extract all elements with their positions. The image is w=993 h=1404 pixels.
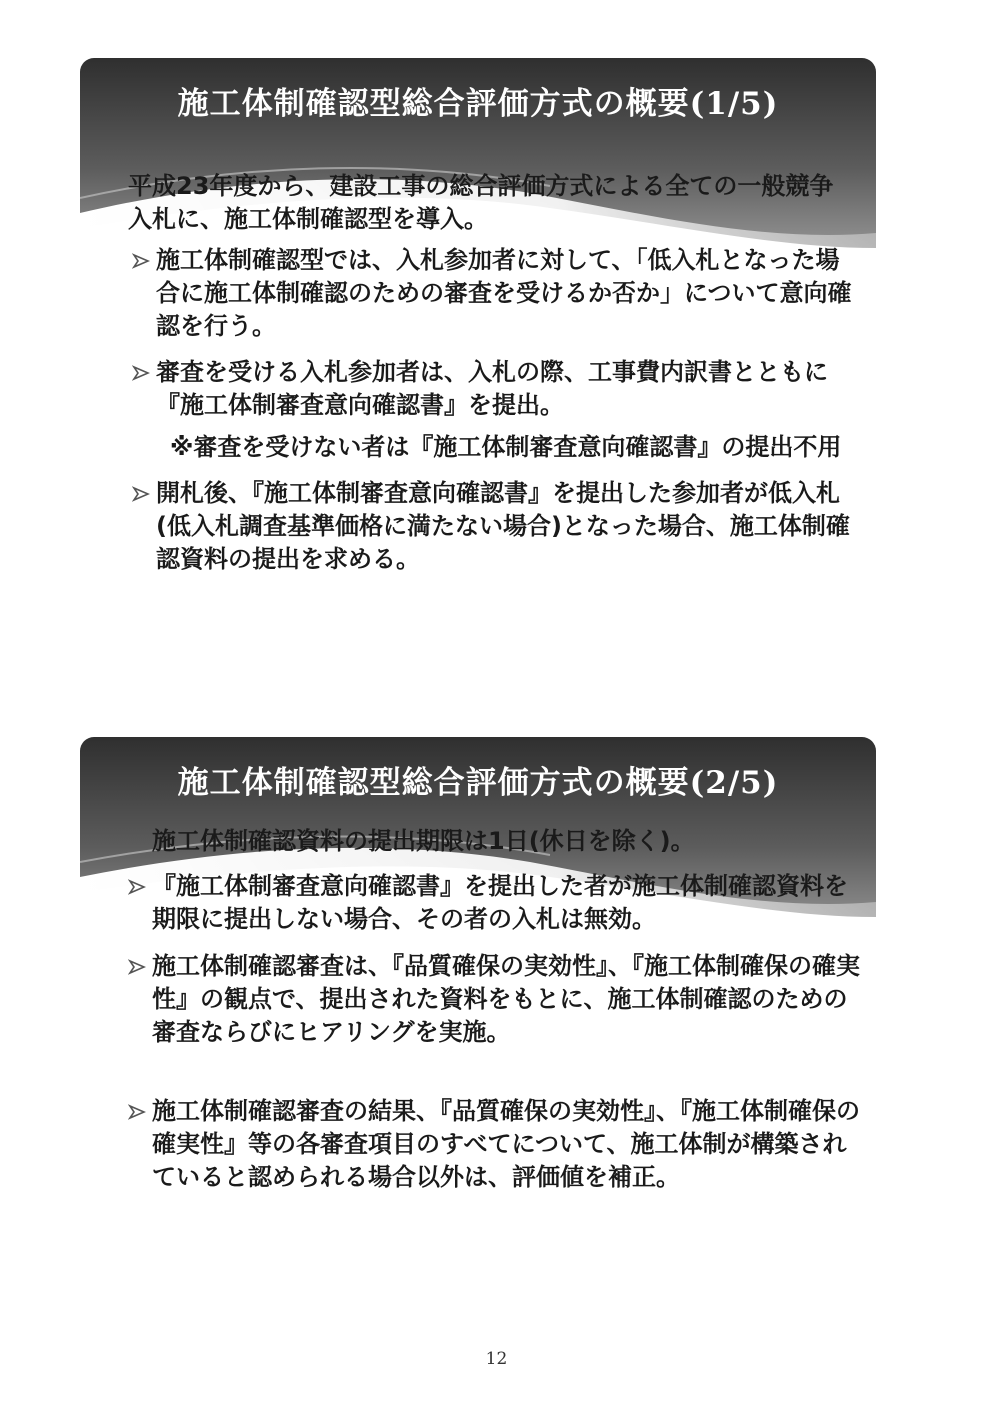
note-text: ※審査を受けない者は『施工体制審査意向確認書』の提出不用 xyxy=(170,433,842,461)
bullet-text: 施工体制確認審査の結果、『品質確保の実効性』、『施工体制確保の確実性』等の各審査項目のすべてについて、施工体制が構築されていると認められる場合以外は、評価値を補正。 xyxy=(152,1097,860,1191)
arrowhead-bullet-icon xyxy=(128,958,146,976)
slide-title: 施工体制確認型総合評価方式の概要(1/5) xyxy=(177,86,779,122)
list-item xyxy=(128,950,868,1049)
slide-lead-text: 施工体制確認資料の提出期限は1日(休日を除く)。 xyxy=(152,827,695,855)
bullet-text: 『施工体制審査意向確認書』を提出した者が施工体制確認資料を期限に提出しない場合、その者の入札は無効。 xyxy=(152,872,848,933)
bullet-text: 審査を受ける入札参加者は、入札の際、工事費内訳書とともに『施工体制審査意向確認書』を提出。 xyxy=(156,358,828,419)
list-item xyxy=(128,1095,868,1194)
arrowhead-bullet-icon xyxy=(132,364,150,382)
arrowhead-bullet-icon xyxy=(128,1103,146,1121)
bullet-text: 施工体制確認型では、入札参加者に対して、「低入札となった場合に施工体制確認のための審査を受けるか否か」について意向確認を行う。 xyxy=(156,246,852,340)
slide-title: 施工体制確認型総合評価方式の概要(2/5) xyxy=(177,765,779,801)
list-item xyxy=(132,244,852,343)
list-item xyxy=(132,356,852,422)
arrowhead-bullet-icon xyxy=(132,252,150,270)
list-item xyxy=(132,477,852,576)
bullet-list xyxy=(128,870,868,1208)
arrowhead-bullet-icon xyxy=(132,485,150,503)
bullet-text: 施工体制確認審査は、『品質確保の実効性』、『施工体制確保の確実性』の観点で、提出された資料をもとに、施工体制確認のための審査ならびにヒアリングを実施。 xyxy=(152,952,860,1046)
arrowhead-bullet-icon xyxy=(128,878,146,896)
slide-lead-text: 平成23年度から、建設工事の総合評価方式による全ての一般競争入札に、施工体制確認型を導入。 xyxy=(128,172,834,233)
page-number: 12 xyxy=(485,1349,508,1369)
bullet-list xyxy=(132,244,852,589)
bullet-text: 開札後、『施工体制審査意向確認書』を提出した参加者が低入札(低入札調査基準価格に満たない場合)となった場合、施工体制確認資料の提出を求める。 xyxy=(156,479,850,573)
list-item xyxy=(128,870,868,936)
